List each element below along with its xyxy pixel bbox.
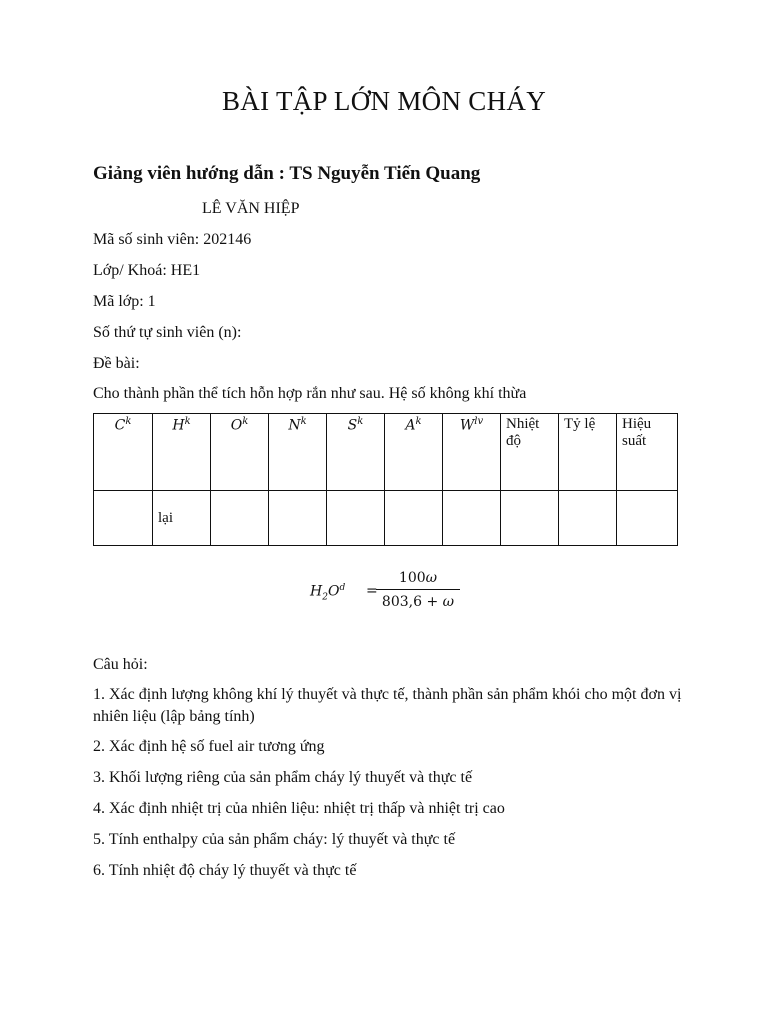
question-item: 1. Xác định lượng không khí lý thuyết và thực tế, thành phần sản phẩm khói cho một đơn vị nhiên liệu (lập bảng tính) bbox=[93, 686, 682, 725]
header-cell-a: $A^k$ bbox=[385, 414, 443, 491]
instructor-line: Giảng viên hướng dẫn : TS Nguyễn Tiến Quang bbox=[93, 163, 481, 184]
composition-table bbox=[93, 413, 678, 546]
student-id: Mã số sinh viên: 202146 bbox=[93, 231, 252, 248]
table-cell bbox=[617, 491, 678, 546]
header-cell-temperature: Nhiệt độ bbox=[501, 414, 559, 491]
document-title: BÀI TẬP LỚN MÔN CHÁY bbox=[221, 86, 546, 116]
header-cell-h: $H^k$ bbox=[153, 414, 211, 491]
table-row bbox=[94, 491, 678, 546]
table-cell bbox=[327, 491, 385, 546]
table-cell bbox=[385, 491, 443, 546]
header-cell-c: $C^k$ bbox=[94, 414, 153, 491]
class-code: Mã lớp: 1 bbox=[93, 293, 156, 310]
table-cell bbox=[559, 491, 617, 546]
header-cell-ratio: Tỷ lệ bbox=[559, 414, 617, 491]
header-cell-s: $S^k$ bbox=[327, 414, 385, 491]
question-item: 5. Tính enthalpy của sản phẩm cháy: lý thuyết và thực tế bbox=[93, 831, 456, 848]
formula-equals: = bbox=[366, 583, 378, 599]
question-item: 3. Khối lượng riêng của sản phẩm cháy lý thuyết và thực tế bbox=[93, 769, 473, 786]
header-cell-efficiency: Hiệu suất bbox=[617, 414, 678, 491]
table-cell bbox=[211, 491, 269, 546]
moisture-formula bbox=[310, 568, 470, 614]
table-cell: lại bbox=[153, 491, 211, 546]
student-name: LÊ VĂN HIỆP bbox=[202, 200, 300, 217]
table-cell bbox=[269, 491, 327, 546]
formula-lhs: $H_2O^d$ bbox=[310, 583, 346, 603]
table-cell bbox=[94, 491, 153, 546]
class-dept: Lớp/ Khoá: HE1 bbox=[93, 262, 201, 279]
student-order: Số thứ tự sinh viên (n): bbox=[93, 324, 242, 341]
formula-denominator: 803,6 + ω bbox=[381, 594, 455, 610]
header-cell-o: $O^k$ bbox=[211, 414, 269, 491]
formula-numerator: 100ω bbox=[398, 570, 438, 586]
problem-label: Đề bài: bbox=[93, 355, 140, 372]
table-header-row bbox=[94, 414, 678, 491]
header-cell-n: $N^k$ bbox=[269, 414, 327, 491]
header-cell-w: $W^{lv}$ bbox=[443, 414, 501, 491]
question-item: 6. Tính nhiệt độ cháy lý thuyết và thực tế bbox=[93, 862, 357, 879]
fraction-bar bbox=[376, 589, 460, 590]
questions-label: Câu hỏi: bbox=[93, 656, 148, 673]
question-item: 4. Xác định nhiệt trị của nhiên liệu: nhiệt trị thấp và nhiệt trị cao bbox=[93, 800, 505, 817]
formula-fraction bbox=[376, 568, 460, 612]
problem-text: Cho thành phần thể tích hỗn hợp rắn như sau. Hệ số không khí thừa bbox=[93, 385, 527, 402]
question-item: 2. Xác định hệ số fuel air tương ứng bbox=[93, 738, 325, 755]
table-cell bbox=[443, 491, 501, 546]
table-cell bbox=[501, 491, 559, 546]
